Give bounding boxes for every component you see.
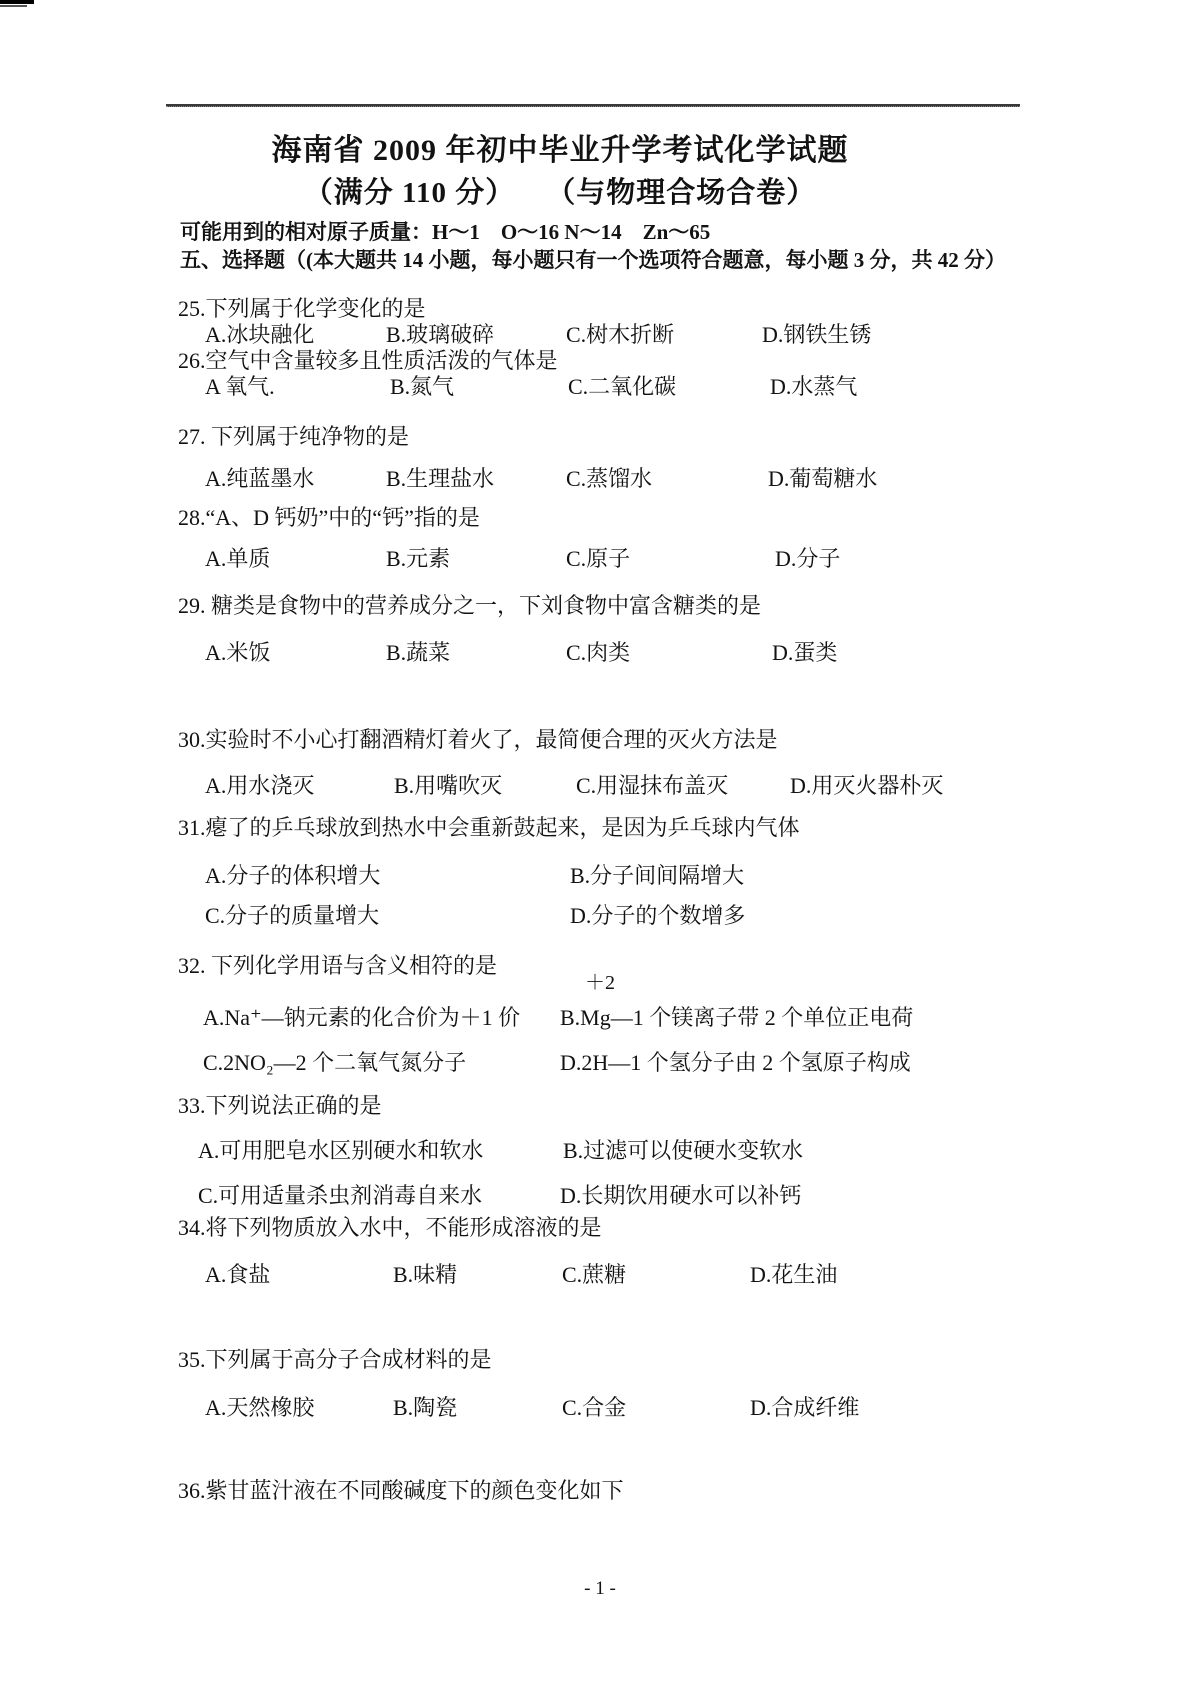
scan-artifact-bar (0, 0, 34, 4)
question-32-text: 32. 下列化学用语与含义相符的是 (178, 953, 498, 978)
question-29-option-d: D.蛋类 (772, 640, 838, 665)
question-27-option-a: A.纯蓝墨水 (205, 466, 315, 491)
question-34-option-b: B.味精 (393, 1262, 458, 1287)
question-28-text: 28.“A、D 钙奶”中的“钙”指的是 (178, 505, 480, 530)
question-31-option-d: D.分子的个数增多 (570, 903, 746, 928)
question-27-option-d: D.葡萄糖水 (768, 466, 878, 491)
question-32-option-a: A.Na⁺—钠元素的化合价为＋1 价 (203, 1005, 521, 1030)
section-header: 五、选择题（(本大题共 14 小题，每小题只有一个选项符合题意，每小题 3 分，共 42 分） (180, 248, 1006, 272)
question-27-option-c: C.蒸馏水 (566, 466, 653, 491)
question-29-text: 29. 糖类是食物中的营养成分之一，下刘食物中富含糖类的是 (178, 593, 762, 618)
question-31-text: 31.瘪了的乒乓球放到热水中会重新鼓起来，是因为乒乓球内气体 (178, 815, 800, 840)
question-32-mg-charge-superscript: ＋2 (585, 972, 615, 994)
question-33-option-a: A.可用肥皂水区别硬水和软水 (198, 1138, 484, 1163)
question-35-option-a: A.天然橡胶 (205, 1395, 315, 1420)
question-32-option-d: D.2H—1 个氢分子由 2 个氢原子构成 (560, 1050, 911, 1075)
question-35-option-b: B.陶瓷 (393, 1395, 458, 1420)
question-27-text: 27. 下列属于纯净物的是 (178, 424, 410, 449)
question-35-option-d: D.合成纤维 (750, 1395, 860, 1420)
question-33-option-b: B.过滤可以使硬水变软水 (563, 1138, 804, 1163)
question-31-option-c: C.分子的质量增大 (205, 903, 380, 928)
question-34-option-a: A.食盐 (205, 1262, 271, 1287)
question-26-option-b: B.氮气 (390, 374, 455, 399)
atomic-masses-note: 可能用到的相对原子质量：H～1 O～16 N～14 Zn～65 (180, 220, 711, 244)
question-29-option-a: A.米饭 (205, 640, 271, 665)
question-34-text: 34.将下列物质放入水中，不能形成溶液的是 (178, 1215, 602, 1240)
page-title: 海南省 2009 年初中毕业升学考试化学试题 (271, 134, 849, 167)
page-subtitle: （满分 110 分） （与物理合场合卷） (303, 177, 817, 209)
question-28-option-c: C.原子 (566, 546, 631, 571)
page-number: - 1 - (584, 1578, 616, 1599)
question-30-option-c: C.用湿抹布盖灭 (576, 773, 729, 798)
scan-artifact-smudge (0, 5, 27, 7)
question-28-option-d: D.分子 (775, 546, 841, 571)
question-28-option-a: A.单质 (205, 546, 271, 571)
question-30-text: 30.实验时不小心打翻酒精灯着火了，最简便合理的灭火方法是 (178, 727, 778, 752)
question-25-text: 25.下列属于化学变化的是 (178, 296, 426, 321)
question-25-option-d: D.钢铁生锈 (762, 322, 872, 347)
question-36-text: 36.紫甘蓝汁液在不同酸碱度下的颜色变化如下 (178, 1478, 624, 1503)
top-rule (166, 104, 1020, 107)
question-30-option-b: B.用嘴吹灭 (394, 773, 503, 798)
question-32-option-b: B.Mg—1 个镁离子带 2 个单位正电荷 (560, 1005, 914, 1030)
question-27-option-b: B.生理盐水 (386, 466, 495, 491)
question-26-text: 26.空气中含量较多且性质活泼的气体是 (178, 348, 558, 373)
question-30-option-a: A.用水浇灭 (205, 773, 315, 798)
question-26-option-d: D.水蒸气 (770, 374, 858, 399)
question-25-option-b: B.玻璃破碎 (386, 322, 495, 347)
question-33-option-c: C.可用适量杀虫剂消毒自来水 (198, 1183, 483, 1208)
question-30-option-d: D.用灭火器朴灭 (790, 773, 944, 798)
question-25-option-c: C.树木折断 (566, 322, 675, 347)
question-26-option-a: A 氧气. (205, 374, 275, 399)
question-31-option-b: B.分子间间隔增大 (570, 863, 745, 888)
question-28-option-b: B.元素 (386, 546, 451, 571)
question-34-option-c: C.蔗糖 (562, 1262, 627, 1287)
question-29-option-b: B.蔬菜 (386, 640, 451, 665)
question-31-option-a: A.分子的体积增大 (205, 863, 381, 888)
question-33-text: 33.下列说法正确的是 (178, 1093, 382, 1118)
question-35-text: 35.下列属于高分子合成材料的是 (178, 1347, 492, 1372)
question-35-option-c: C.合金 (562, 1395, 627, 1420)
question-32-option-c: C.2NO₂—2 个二氧气氮分子 (203, 1050, 467, 1075)
question-29-option-c: C.肉类 (566, 640, 631, 665)
question-26-option-c: C.二氧化碳 (568, 374, 677, 399)
question-25-option-a: A.冰块融化 (205, 322, 315, 347)
question-33-option-d: D.长期饮用硬水可以补钙 (560, 1183, 802, 1208)
question-34-option-d: D.花生油 (750, 1262, 838, 1287)
